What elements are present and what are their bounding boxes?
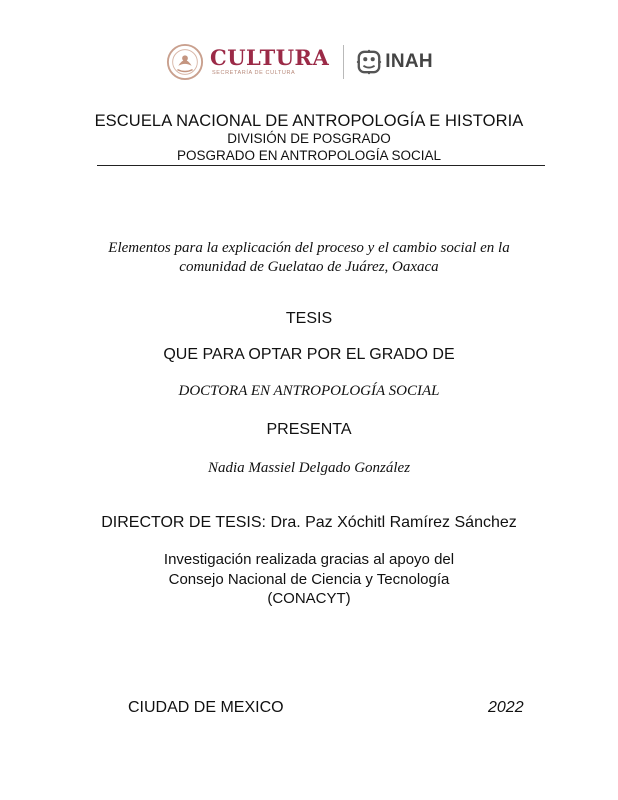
cultura-logo [210, 47, 329, 77]
inah-emblem-icon [356, 49, 382, 75]
funding-line-3: (CONACYT) [267, 590, 351, 607]
presents-label: PRESENTA [266, 421, 352, 438]
national-seal-icon [166, 43, 204, 81]
inah-logo-text: INAH [385, 51, 433, 72]
logo-header [166, 40, 433, 84]
header-rule [97, 165, 545, 166]
program-name: POSGRADO EN ANTROPOLOGÍA SOCIAL [176, 148, 442, 163]
thesis-director: DIRECTOR DE TESIS: Dra. Paz Xóchitl Ramírez Sánchez [101, 514, 517, 531]
degree-name: DOCTORA EN ANTROPOLOGÍA SOCIAL [178, 383, 440, 399]
cultura-logo-text: CULTURA [210, 45, 330, 70]
thesis-title-line-1: Elementos para la explicación del proceso y el cambio social en la [108, 240, 510, 256]
school-name: ESCUELA NACIONAL DE ANTROPOLOGÍA E HISTORIA [94, 112, 524, 130]
logo-divider [343, 45, 344, 79]
author-name: Nadia Massiel Delgado González [207, 460, 411, 476]
funding-line-2: Consejo Nacional de Ciencia y Tecnología [168, 571, 450, 588]
document-type: TESIS [285, 310, 333, 327]
city: CIUDAD DE MEXICO [128, 699, 284, 716]
degree-purpose: QUE PARA OPTAR POR EL GRADO DE [163, 346, 455, 363]
year: 2022 [488, 699, 524, 716]
cultura-logo-subtitle: SECRETARÍA DE CULTURA [212, 70, 296, 76]
funding-line-1: Investigación realizada gracias al apoyo del [163, 551, 455, 568]
division-name: DIVISIÓN DE POSGRADO [227, 131, 391, 146]
thesis-title-line-2: comunidad de Guelatao de Juárez, Oaxaca [179, 259, 439, 275]
